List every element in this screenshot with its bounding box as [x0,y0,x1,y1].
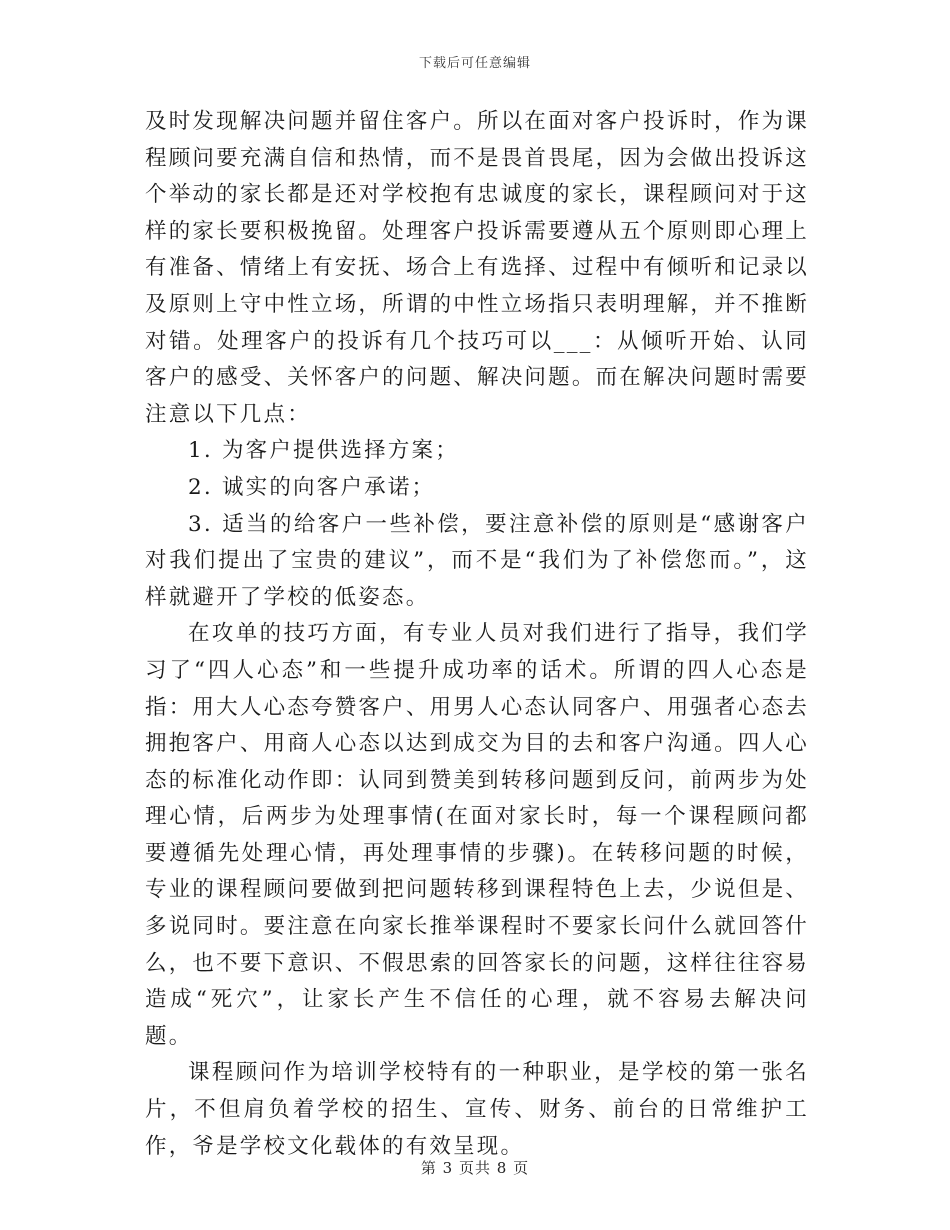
paragraph-sales-skills: 在攻单的技巧方面，有专业人员对我们进行了指导，我们学习了“四人心态”和一些提升成功率的话术。所谓的四人心态是指：用大人心态夸赞客户、用男人心态认同客户、用强者心态去拥抱客户、用商人心态以达到成交为目的去和客户沟通。四人心态的标准化动作即：认同到赞美到转移问题到反问，前两步为处理心情，后两步为处理事情(在面对家长时，每一个课程顾问都要遵循先处理心情，再处理事情的步骤)。在转移问题的时候，专业的课程顾问要做到把问题转移到课程特色上去，少说但是、多说同时。要注意在向家长推举课程时不要家长问什么就回答什么，也不要下意识、不假思索的回答家长的问题，这样往往容易造成“死穴”，让家长产生不信任的心理，就不容易去解决问题。 [145,621,809,1049]
list-item-1: 1. 为客户提供选择方案； [188,438,459,464]
list-item-3: 3. 适当的给客户一些补偿，要注意补偿的原则是“感谢客户对我们提出了宝贵的建议”，而不是“我们为了补偿您而。”，这样就避开了学校的低姿态。 [145,511,809,610]
list-item-2: 2. 诚实的向客户承诺； [188,474,436,500]
document-body [145,104,809,1165]
page-header: 下载后可任意编辑 [418,56,531,71]
page-footer: 第 3 页共 8 页 [420,1159,530,1177]
paragraph-course-advisor: 课程顾问作为培训学校特有的一种职业，是学校的第一张名片，不但肩负着学校的招生、宣传、财务、前台的日常维护工作，爷是学校文化载体的有效呈现。 [145,1060,809,1159]
paragraph-continued: 及时发现解决问题并留住客户。所以在面对客户投诉时，作为课程顾问要充满自信和热情，而不是畏首畏尾，因为会做出投诉这个举动的家长都是还对学校抱有忠诚度的家长，课程顾问对于这样的家长要积极挽留。处理客户投诉需要遵从五个原则即心理上有准备、情绪上有安抚、场合上有选择、过程中有倾听和记录以及原则上守中性立场，所谓的中性立场指只表明理解，并不推断对错。处理客户的投诉有几个技巧可以___：从倾听开始、认同客户的感受、关怀客户的问题、解决问题。而在解决问题时需要注意以下几点： [145,109,809,427]
